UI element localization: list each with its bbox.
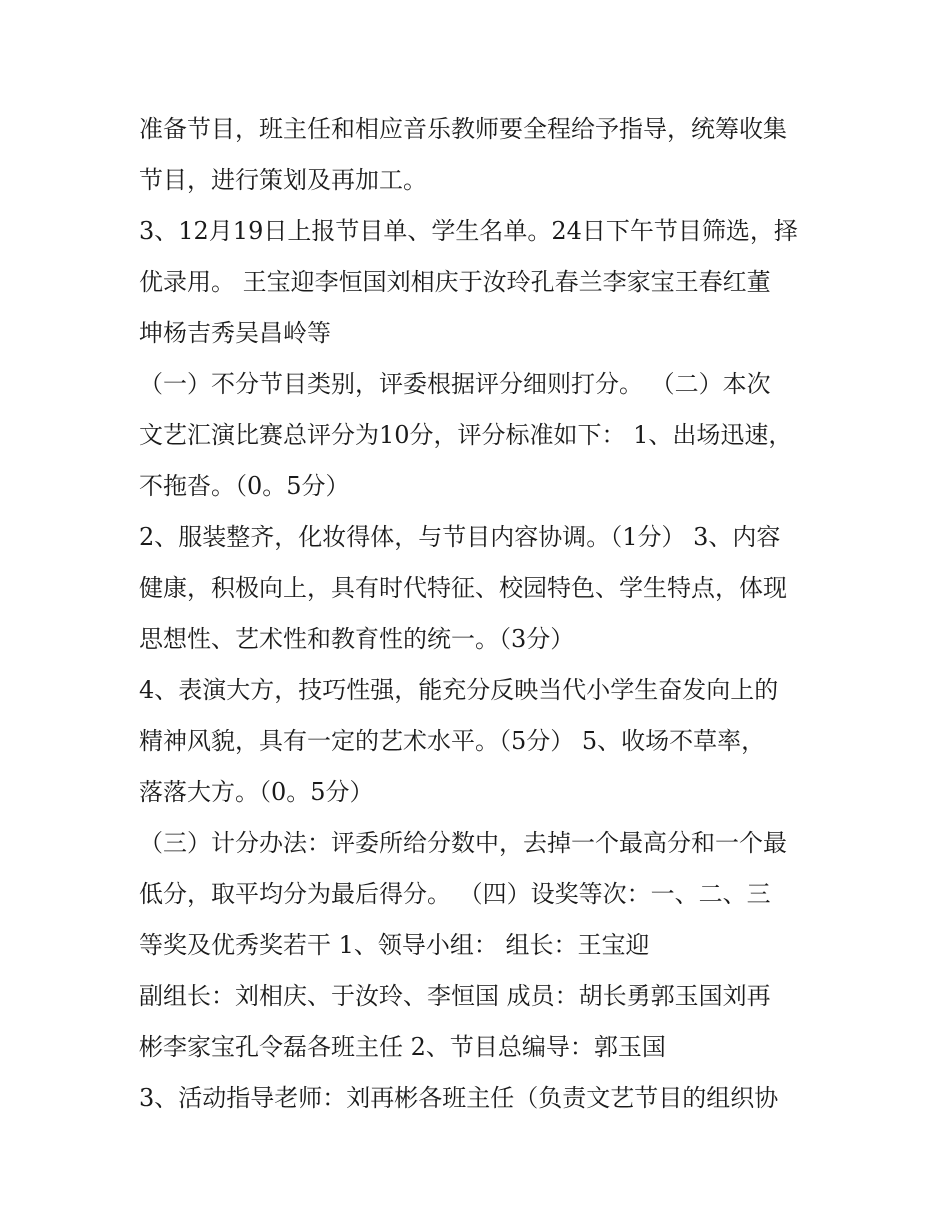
- text-line: 副组长：刘相庆、于汝玲、李恒国 成员：胡长勇郭玉国刘再: [139, 982, 771, 1010]
- text-line: 3、12月19日上报节目单、学生名单。24日下午节目筛选，择: [139, 217, 798, 245]
- text-line: 节目，进行策划及再加工。: [139, 166, 427, 194]
- text-line: 思想性、艺术性和教育性的统一。（3分）: [139, 625, 575, 653]
- text-line: 低分，取平均分为最后得分。 （四）设奖等次：一、二、三: [139, 880, 771, 908]
- text-line: 等奖及优秀奖若干 1、领导小组： 组长：王宝迎: [139, 931, 650, 959]
- text-line: 不拖沓。（0。5分）: [139, 472, 350, 500]
- text-line: 2、服装整齐，化妆得体，与节目内容协调。（1分） 3、内容: [139, 523, 781, 551]
- text-line: 坤杨吉秀吴昌岭等: [139, 319, 331, 347]
- text-line: 彬李家宝孔令磊各班主任 2、节目总编导：郭玉国: [139, 1033, 666, 1061]
- text-line: （三）计分办法：评委所给分数中，去掉一个最高分和一个最: [139, 829, 787, 857]
- text-line: 文艺汇演比赛总评分为10分，评分标准如下： 1、出场迅速，: [139, 421, 793, 449]
- document-body: [139, 104, 829, 1124]
- text-line: 精神风貌，具有一定的艺术水平。（5分） 5、收场不草率，: [139, 727, 766, 755]
- text-line: （一）不分节目类别，评委根据评分细则打分。 （二）本次: [139, 370, 771, 398]
- text-line: 3、活动指导老师：刘再彬各班主任（负责文艺节目的组织协: [139, 1084, 779, 1112]
- text-line: 落落大方。（0。5分）: [139, 778, 374, 806]
- text-line: 优录用。 王宝迎李恒国刘相庆于汝玲孔春兰李家宝王春红董: [139, 268, 771, 296]
- text-line: 健康，积极向上，具有时代特征、校园特色、学生特点，体现: [139, 574, 787, 602]
- text-line: 准备节目，班主任和相应音乐教师要全程给予指导，统筹收集: [139, 115, 787, 143]
- text-line: 4、表演大方，技巧性强，能充分反映当代小学生奋发向上的: [139, 676, 779, 704]
